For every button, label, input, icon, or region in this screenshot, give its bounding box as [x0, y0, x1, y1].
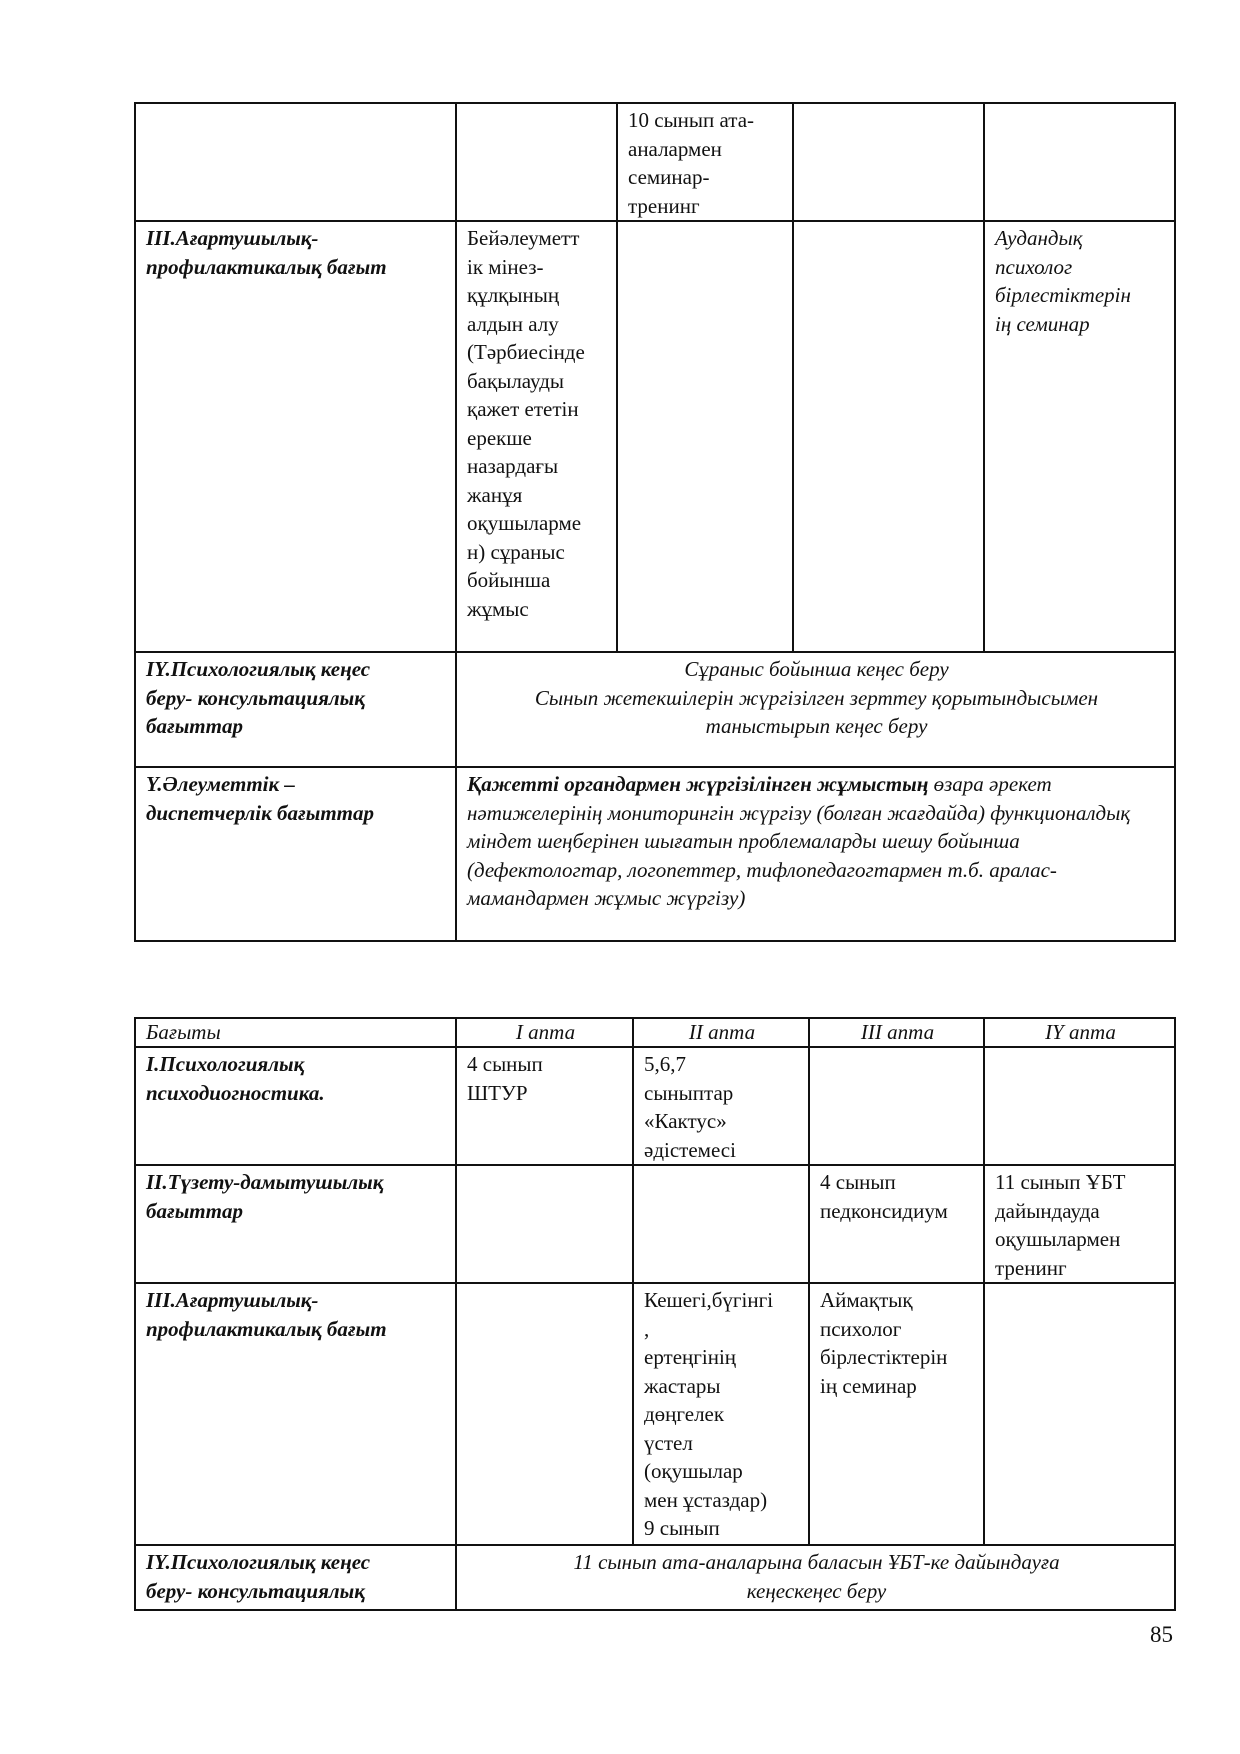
cell-text: (Тәрбиесінде: [467, 340, 585, 364]
cell-text: Аудандық: [995, 226, 1083, 250]
week-cell: [984, 1047, 1175, 1165]
cell-text: 5,6,7: [644, 1052, 686, 1076]
cell-text: 4 сынып: [820, 1170, 896, 1194]
cell-text: ерекше: [467, 425, 532, 450]
cell-text: бойынша: [467, 568, 551, 592]
cell-text: алдын алу: [467, 311, 559, 336]
column-header: ІY апта: [984, 1018, 1175, 1047]
table-row: [135, 221, 1175, 652]
direction-label: профилактикалық бағыт: [146, 1316, 387, 1341]
cell-text: 9 сынып: [644, 1516, 720, 1540]
week-cell: [984, 103, 1175, 221]
cell-text: дөңгелек: [644, 1402, 725, 1426]
table-header-row: [135, 1018, 1175, 1047]
direction-cell: [135, 103, 456, 221]
cell-text: ің семинар: [995, 311, 1090, 336]
direction-label: ІY.Психологиялық кеңес: [146, 1550, 371, 1574]
cell-text: ,: [644, 1316, 650, 1341]
week-cell: [617, 103, 793, 221]
cell-text: оқушылармен: [995, 1227, 1121, 1251]
direction-label: І.Психологиялық: [146, 1052, 305, 1076]
direction-label: психодиогностика.: [146, 1080, 325, 1105]
direction-cell: [135, 767, 456, 941]
column-header: І апта: [456, 1018, 633, 1047]
cell-text: Аймақтық: [820, 1288, 913, 1312]
cell-text: (оқушылар: [644, 1459, 743, 1483]
cell-text: «Кактус»: [644, 1109, 727, 1133]
cell-text: өзара әрекет нәтижелерінің мониторингін жүргізу (болған жағдайда) функционалдық міндет шеңберінен шығатын проблемаларды шешу бойынша (дефектологтар, логопеттер, тифлопедагогтармен т.б. аралас-мамандармен жұмыс жүргізу): [467, 772, 1131, 910]
direction-label: беру- консультациялық: [146, 1578, 365, 1603]
cell-text: бірлестіктерін: [995, 283, 1131, 307]
week-cell: [984, 1283, 1175, 1545]
column-header: ІІ апта: [633, 1018, 809, 1047]
week-cell: [633, 1047, 809, 1165]
cell-text: 11 сынып ата-аналарына баласын ҰБТ-ке дайындауға: [573, 1550, 1060, 1574]
cell-text: кеңескеңес беру: [746, 1578, 887, 1603]
cell-text: қажет ететін: [467, 397, 579, 421]
direction-cell: [135, 221, 456, 652]
week-cell: [456, 1165, 633, 1283]
cell-text: аналармен: [628, 136, 722, 161]
cell-text: семинар-: [628, 165, 710, 189]
table-row: [135, 652, 1175, 767]
direction-label: ІІІ.Ағартушылық-: [146, 226, 319, 250]
direction-label: бағыттар: [146, 714, 243, 738]
cell-text: үстел: [644, 1430, 693, 1455]
column-header: ІІІ апта: [809, 1018, 984, 1047]
table-row: [135, 103, 1175, 221]
cell-text: н) сұраныс: [467, 539, 565, 564]
cell-text: Кешегі,бүгінгі: [644, 1288, 774, 1312]
direction-label: профилактикалық бағыт: [146, 254, 387, 279]
direction-cell: [135, 1283, 456, 1545]
weekly-plan-table: [134, 1017, 1176, 1611]
cell-text: 11 сынып ҰБТ: [995, 1170, 1126, 1194]
merged-cell: [456, 652, 1175, 767]
work-plan-table-continued: [134, 102, 1176, 942]
table-row: [135, 1165, 1175, 1283]
week-cell: [633, 1283, 809, 1545]
week-cell: [617, 221, 793, 652]
direction-cell: [135, 1545, 456, 1610]
cell-text: психолог: [995, 254, 1073, 279]
week-cell: [984, 1165, 1175, 1283]
week-cell: [456, 103, 617, 221]
merged-cell: [456, 767, 1175, 941]
table-row: [135, 1047, 1175, 1165]
direction-label: ІІ.Түзету-дамытушылық: [146, 1170, 384, 1194]
cell-text: таныстырып кеңес беру: [705, 714, 928, 738]
direction-label: бағыттар: [146, 1198, 243, 1223]
week-cell: [809, 1165, 984, 1283]
cell-text: ертеңгінің: [644, 1345, 737, 1369]
week-cell: [456, 1283, 633, 1545]
direction-cell: [135, 1047, 456, 1165]
direction-cell: [135, 1165, 456, 1283]
cell-text: ік мінез-: [467, 254, 544, 279]
cell-text: 4 сынып: [467, 1052, 543, 1076]
direction-label: ІІІ.Ағартушылық-: [146, 1288, 319, 1312]
table-row: [135, 1545, 1175, 1610]
cell-text: назардағы: [467, 454, 559, 478]
cell-text: құлқының: [467, 283, 560, 307]
cell-text: жастары: [644, 1373, 721, 1398]
cell-text: дайындауда: [995, 1198, 1100, 1223]
week-cell: [456, 1047, 633, 1165]
week-cell: [793, 221, 984, 652]
cell-text: жанұя: [467, 482, 523, 507]
table-row: [135, 1283, 1175, 1545]
cell-text: мен ұстаздар): [644, 1487, 768, 1512]
cell-text: 10 сынып ата-: [628, 108, 755, 132]
direction-label: беру- консультациялық: [146, 685, 365, 710]
week-cell: [456, 221, 617, 652]
cell-text: тренинг: [628, 193, 700, 218]
page-number: 85: [1150, 1622, 1173, 1647]
direction-cell: [135, 652, 456, 767]
cell-text: Сұраныс бойынша кеңес беру: [684, 657, 949, 681]
cell-text: тренинг: [995, 1255, 1067, 1280]
cell-text: бірлестіктерін: [820, 1345, 948, 1369]
cell-text: бақылауды: [467, 368, 565, 393]
cell-text: ің семинар: [820, 1373, 917, 1398]
cell-text: Бейәлеуметт: [467, 226, 580, 250]
direction-label: ІY.Психологиялық кеңес: [146, 657, 371, 681]
week-cell: [633, 1165, 809, 1283]
cell-text: психолог: [820, 1316, 902, 1341]
cell-text: сыныптар: [644, 1080, 734, 1105]
week-cell: [809, 1047, 984, 1165]
cell-text: ШТУР: [467, 1080, 528, 1105]
week-cell: [809, 1283, 984, 1545]
cell-text: Сынып жетекшілерін жүргізілген зерттеу қорытындысымен: [534, 685, 1099, 710]
direction-label: Y.Әлеуметтік –: [146, 772, 295, 796]
direction-label: диспетчерлік бағыттар: [146, 800, 374, 825]
cell-text: жұмыс: [467, 596, 529, 621]
cell-text: әдістемесі: [644, 1137, 736, 1162]
merged-cell: [456, 1545, 1175, 1610]
cell-text: оқушыларме: [467, 511, 582, 535]
table-row: [135, 767, 1175, 941]
cell-text: педконсидиум: [820, 1198, 948, 1223]
column-header: Бағыты: [135, 1018, 456, 1047]
week-cell: [793, 103, 984, 221]
week-cell: [984, 221, 1175, 652]
cell-text-bold: Қажетті органдармен жүргізілінген жұмыстың: [467, 772, 929, 796]
